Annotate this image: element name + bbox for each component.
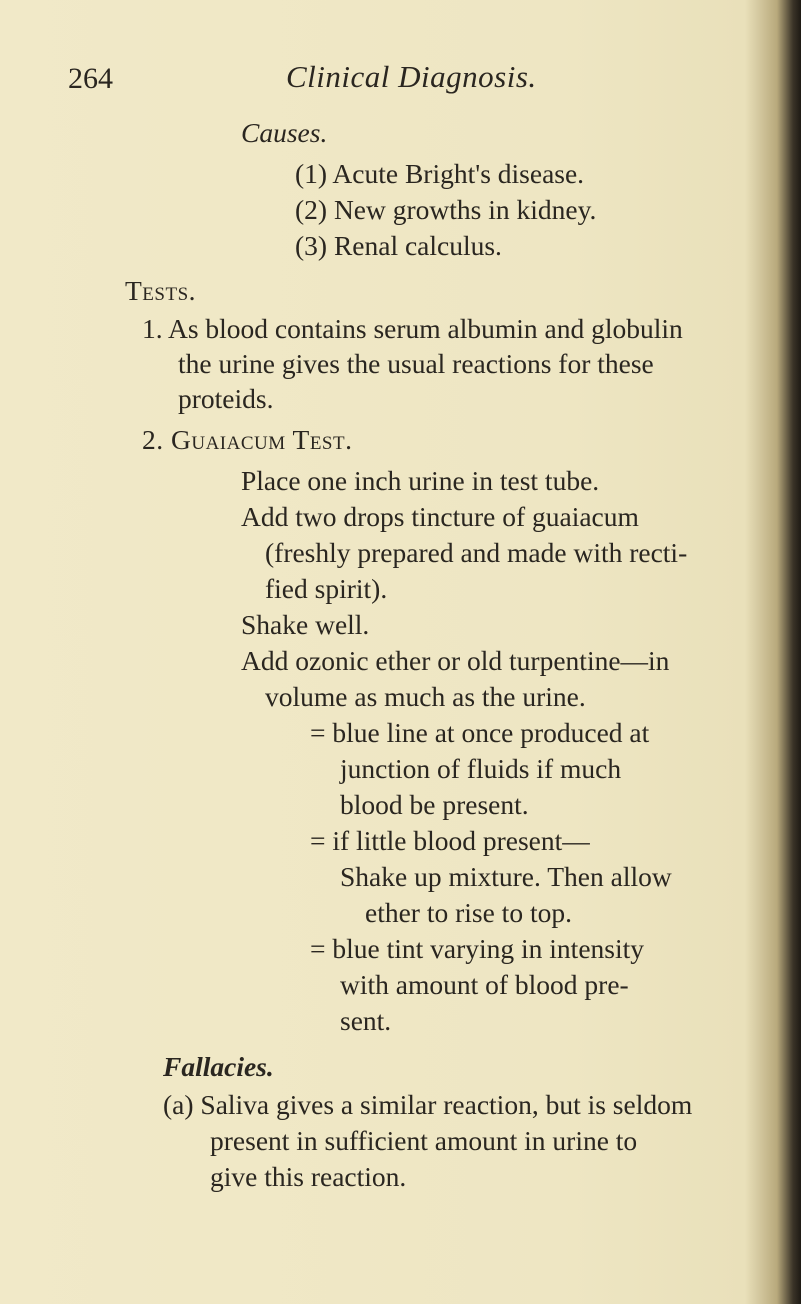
test-1-line: proteids. [178, 383, 274, 414]
result-line: junction of fluids if much [340, 753, 622, 784]
fallacy-line: present in sufficient amount in urine to [210, 1125, 638, 1156]
step-line: fied spirit). [265, 573, 388, 604]
cause-item: (3) Renal calculus. [295, 230, 502, 261]
result-line: ether to rise to top. [365, 897, 572, 928]
fallacy-line: (a) Saliva gives a similar reaction, but is seldom [163, 1089, 693, 1120]
step-line: Shake well. [241, 609, 370, 640]
result-line: with amount of blood pre- [340, 969, 629, 1000]
result-line: = blue line at once produced at [310, 717, 650, 748]
tests-heading: Tests. [125, 275, 197, 306]
result-line: = blue tint varying in intensity [310, 933, 645, 964]
result-line: blood be present. [340, 789, 529, 820]
step-line: Place one inch urine in test tube. [241, 465, 600, 496]
cause-item: (2) New growths in kidney. [295, 194, 597, 225]
guaiacum-test-heading: 2. Guaiacum Test. [142, 424, 353, 455]
step-line: (freshly prepared and made with recti- [265, 537, 688, 568]
step-line: Add ozonic ether or old turpentine—in [241, 645, 670, 676]
running-title: Clinical Diagnosis. [286, 59, 537, 94]
test-1-line: 1. As blood contains serum albumin and globulin [142, 313, 683, 344]
result-line: = if little blood present— [310, 825, 590, 856]
fallacy-line: give this reaction. [210, 1161, 407, 1192]
fallacies-heading: Fallacies. [163, 1051, 274, 1082]
page-number: 264 [68, 62, 113, 95]
result-line: sent. [340, 1005, 392, 1036]
test-1-line: the urine gives the usual reactions for these [178, 348, 654, 379]
step-line: Add two drops tincture of guaiacum [241, 501, 639, 532]
step-line: volume as much as the urine. [265, 681, 586, 712]
cause-item: (1) Acute Bright's disease. [295, 158, 585, 189]
causes-heading: Causes. [241, 117, 328, 148]
result-line: Shake up mixture. Then allow [340, 861, 672, 892]
